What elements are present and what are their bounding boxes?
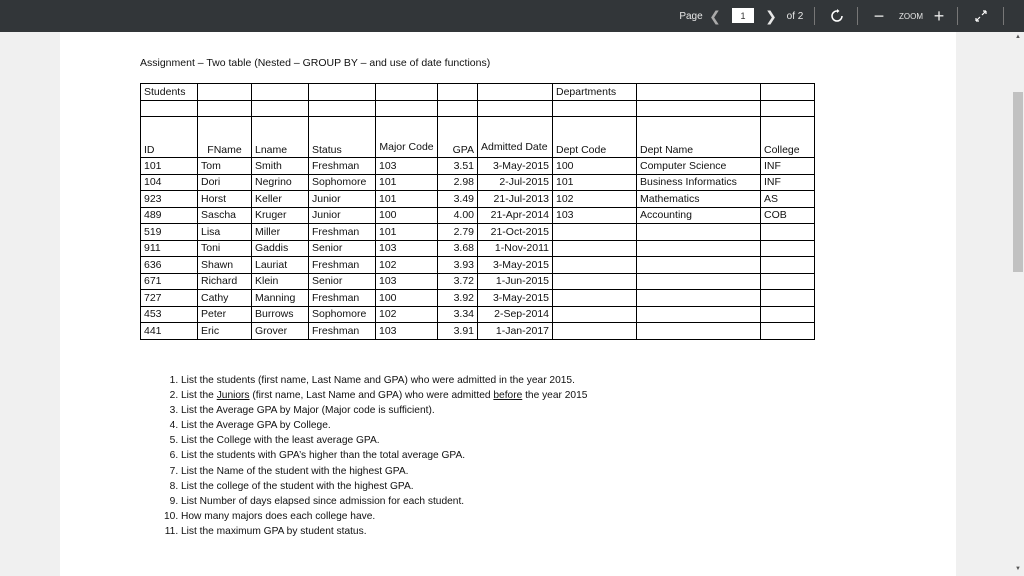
question-text: List the College with the least average GPA.: [181, 435, 380, 447]
col-header: Admitted Date: [478, 117, 553, 158]
department-cell: [761, 257, 815, 274]
department-cell: [637, 257, 761, 274]
student-cell: 103: [376, 240, 438, 257]
department-cell: INF: [761, 174, 815, 191]
underlined-text: Juniors: [216, 390, 250, 402]
tables-grid: [140, 83, 815, 340]
student-cell: Kruger: [252, 207, 309, 224]
rotate-button[interactable]: [826, 0, 848, 32]
question-text: List the Average GPA by College.: [181, 420, 331, 432]
student-cell: Peter: [198, 306, 252, 323]
question-text: List the: [181, 390, 217, 402]
student-cell: 3-May-2015: [478, 158, 553, 175]
student-cell: 3.68: [438, 240, 478, 257]
question-text: List the Average GPA by Major (Major code is sufficient).: [181, 405, 435, 417]
department-cell: COB: [761, 207, 815, 224]
student-cell: Lisa: [198, 224, 252, 241]
col-header: ID: [141, 117, 198, 158]
col-header: Dept Code: [553, 117, 637, 158]
col-header: Major Code: [376, 117, 438, 158]
student-cell: Freshman: [309, 290, 376, 307]
department-cell: [761, 273, 815, 290]
department-cell: [637, 273, 761, 290]
student-cell: Richard: [198, 273, 252, 290]
question-text: List the students (first name, Last Name and GPA) who were admitted in the year 2015.: [181, 375, 575, 386]
table-row: [141, 257, 815, 274]
student-cell: 636: [141, 257, 198, 274]
student-cell: Freshman: [309, 224, 376, 241]
department-cell: [553, 257, 637, 274]
student-cell: Senior: [309, 240, 376, 257]
student-cell: 103: [376, 273, 438, 290]
departments-label: Departments: [553, 84, 637, 101]
question-item: [181, 479, 587, 494]
col-header: GPA: [438, 117, 478, 158]
department-cell: [553, 290, 637, 307]
chevron-right-icon: ❯: [765, 7, 777, 24]
department-cell: Mathematics: [637, 191, 761, 208]
student-cell: 671: [141, 273, 198, 290]
student-cell: Sophomore: [309, 174, 376, 191]
table-row: [141, 207, 815, 224]
department-cell: [637, 240, 761, 257]
table-row: [141, 158, 815, 175]
scrollbar-thumb[interactable]: [1013, 92, 1023, 272]
student-cell: Toni: [198, 240, 252, 257]
student-cell: 441: [141, 323, 198, 340]
department-cell: [761, 224, 815, 241]
student-cell: Senior: [309, 273, 376, 290]
students-label: Students: [141, 84, 198, 101]
student-cell: 21-Oct-2015: [478, 224, 553, 241]
department-cell: INF: [761, 158, 815, 175]
department-cell: [637, 290, 761, 307]
student-cell: 21-Jul-2013: [478, 191, 553, 208]
department-cell: [761, 290, 815, 307]
department-cell: 102: [553, 191, 637, 208]
toolbar-divider: [1003, 7, 1004, 25]
student-cell: 103: [376, 323, 438, 340]
assignment-title: Assignment – Two table (Nested – GROUP BY – and use of date functions): [140, 57, 491, 69]
department-cell: [553, 240, 637, 257]
student-cell: 1-Jun-2015: [478, 273, 553, 290]
toolbar-divider: [957, 7, 958, 25]
student-cell: 104: [141, 174, 198, 191]
student-cell: 101: [376, 191, 438, 208]
scroll-up-icon[interactable]: ▲: [1015, 34, 1021, 40]
student-cell: 3-May-2015: [478, 290, 553, 307]
department-cell: [553, 323, 637, 340]
student-cell: 3.34: [438, 306, 478, 323]
student-cell: Sascha: [198, 207, 252, 224]
questions-list: [160, 373, 587, 539]
student-cell: 2-Sep-2014: [478, 306, 553, 323]
department-cell: 103: [553, 207, 637, 224]
pdf-toolbar: [0, 0, 1024, 32]
question-text: List the students with GPA’s higher than the total average GPA.: [181, 450, 466, 462]
previous-page-button[interactable]: [708, 0, 722, 32]
student-cell: Freshman: [309, 323, 376, 340]
question-item: [181, 524, 587, 539]
question-item: [181, 373, 587, 388]
page-count: of 2: [786, 10, 804, 22]
student-cell: Junior: [309, 191, 376, 208]
next-page-button[interactable]: [764, 0, 778, 32]
student-cell: Lauriat: [252, 257, 309, 274]
department-cell: Business Informatics: [637, 174, 761, 191]
department-cell: [761, 323, 815, 340]
question-text: How many majors does each college have.: [181, 510, 376, 522]
chevron-left-icon: ❮: [709, 7, 721, 24]
department-cell: [637, 224, 761, 241]
department-cell: [761, 240, 815, 257]
student-cell: Manning: [252, 290, 309, 307]
question-text: List the Name of the student with the highest GPA.: [181, 465, 409, 477]
department-cell: Computer Science: [637, 158, 761, 175]
student-cell: Grover: [252, 323, 309, 340]
student-cell: 1-Jan-2017: [478, 323, 553, 340]
zoom-label: ZOOM: [899, 11, 923, 21]
col-header: Lname: [252, 117, 309, 158]
student-cell: 3.92: [438, 290, 478, 307]
student-cell: 3-May-2015: [478, 257, 553, 274]
student-cell: Junior: [309, 207, 376, 224]
department-cell: [637, 306, 761, 323]
student-cell: 2.79: [438, 224, 478, 241]
student-cell: Klein: [252, 273, 309, 290]
student-cell: Negrino: [252, 174, 309, 191]
student-cell: Smith: [252, 158, 309, 175]
question-item: [181, 448, 587, 463]
student-cell: Tom: [198, 158, 252, 175]
student-cell: 1-Nov-2011: [478, 240, 553, 257]
question-item: [181, 433, 587, 448]
zoom-out-button[interactable]: [870, 0, 888, 32]
underlined-text: before: [493, 390, 523, 402]
table-row: [141, 240, 815, 257]
minus-icon: −: [873, 5, 885, 26]
department-cell: Accounting: [637, 207, 761, 224]
student-cell: 3.93: [438, 257, 478, 274]
student-cell: 100: [376, 207, 438, 224]
department-cell: 100: [553, 158, 637, 175]
student-cell: Shawn: [198, 257, 252, 274]
question-text: List the college of the student with the highest GPA.: [181, 480, 414, 492]
table-row: [141, 224, 815, 241]
department-cell: AS: [761, 191, 815, 208]
department-cell: [553, 224, 637, 241]
page-label: Page: [679, 10, 703, 22]
question-text: the year 2015: [522, 390, 588, 402]
zoom-in-button[interactable]: [930, 0, 948, 32]
col-header: College: [761, 117, 815, 158]
student-cell: 102: [376, 257, 438, 274]
section-header-row: [141, 84, 815, 101]
student-cell: 3.72: [438, 273, 478, 290]
question-item: [181, 494, 587, 509]
question-text: (first name, Last Name and GPA) who were admitted: [249, 390, 494, 402]
fit-page-button[interactable]: [968, 0, 994, 32]
department-cell: [761, 306, 815, 323]
plus-icon: +: [933, 5, 945, 26]
student-cell: Cathy: [198, 290, 252, 307]
col-header: FName: [198, 117, 252, 158]
toolbar-divider: [857, 7, 858, 25]
student-cell: Freshman: [309, 158, 376, 175]
student-cell: 102: [376, 306, 438, 323]
student-cell: Horst: [198, 191, 252, 208]
department-cell: 101: [553, 174, 637, 191]
student-cell: 100: [376, 290, 438, 307]
question-text: List Number of days elapsed since admission for each student.: [181, 495, 465, 507]
student-cell: 101: [376, 224, 438, 241]
student-cell: Keller: [252, 191, 309, 208]
question-item: [181, 403, 587, 418]
student-cell: 519: [141, 224, 198, 241]
student-cell: 453: [141, 306, 198, 323]
student-cell: 3.51: [438, 158, 478, 175]
table-row: [141, 174, 815, 191]
table-row: [141, 273, 815, 290]
student-cell: 923: [141, 191, 198, 208]
student-cell: Burrows: [252, 306, 309, 323]
table-row: [141, 191, 815, 208]
department-cell: [553, 306, 637, 323]
column-header-row: [141, 117, 815, 158]
scroll-down-icon[interactable]: ▼: [1015, 566, 1021, 572]
student-cell: 2-Jul-2015: [478, 174, 553, 191]
question-item: [181, 464, 587, 479]
question-text: List the maximum GPA by student status.: [181, 525, 367, 537]
table-row: [141, 323, 815, 340]
table-row: [141, 290, 815, 307]
question-item: [181, 388, 587, 403]
col-header: Dept Name: [637, 117, 761, 158]
student-cell: Miller: [252, 224, 309, 241]
student-cell: 4.00: [438, 207, 478, 224]
student-cell: 911: [141, 240, 198, 257]
student-cell: 103: [376, 158, 438, 175]
student-cell: Sophomore: [309, 306, 376, 323]
page-number-input[interactable]: [732, 8, 754, 23]
question-item: [181, 418, 587, 433]
student-cell: 2.98: [438, 174, 478, 191]
student-cell: Dori: [198, 174, 252, 191]
student-cell: 21-Apr-2014: [478, 207, 553, 224]
student-cell: Gaddis: [252, 240, 309, 257]
student-cell: 3.49: [438, 191, 478, 208]
student-cell: 3.91: [438, 323, 478, 340]
student-cell: 489: [141, 207, 198, 224]
table-row: [141, 306, 815, 323]
fit-arrows-icon: [975, 10, 987, 22]
student-cell: 101: [141, 158, 198, 175]
student-cell: 727: [141, 290, 198, 307]
student-cell: Eric: [198, 323, 252, 340]
spacer-row: [141, 100, 815, 117]
student-cell: 101: [376, 174, 438, 191]
document-page: [60, 32, 956, 576]
rotate-icon: [830, 9, 844, 23]
toolbar-divider: [814, 7, 815, 25]
department-cell: [637, 323, 761, 340]
col-header: Status: [309, 117, 376, 158]
question-item: [181, 509, 587, 524]
department-cell: [553, 273, 637, 290]
student-cell: Freshman: [309, 257, 376, 274]
